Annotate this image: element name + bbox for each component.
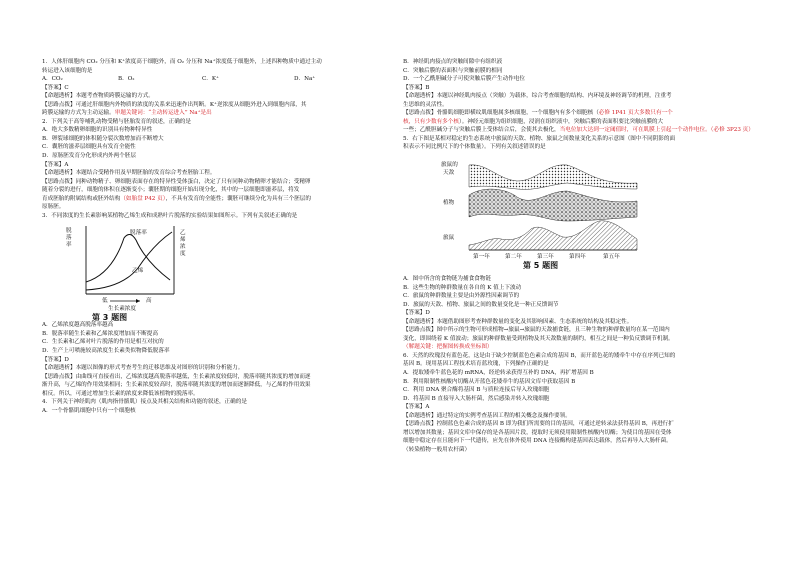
- q5-option-c: C．旅鼠的种群数量主要是由外源性因素调节的: [403, 293, 520, 300]
- q2-option-b: B．卵裂球细胞的体积随分裂次数增加而不断增大: [42, 135, 164, 142]
- fig5-caption: 第 5 题图: [523, 261, 559, 271]
- q4-focus-line-1: 【命题透析】本题以神经肌肉接点（突触）为载体，综合考查细胞的结构、内环境及神经调节的机理，注重考: [403, 93, 672, 100]
- q4-textbook-ref-3: 。（必修 3P23 页）: [705, 127, 754, 134]
- q3-analysis-line-3: 相反。所以，可通过增加生长素的浓度来降低该植物的脱落率。: [42, 390, 199, 397]
- q6-analysis-line-1: 【思路点拨】控制蓝色色素合成的基因 B 即为我们所需要的目的基因，可通过逆转录法获得基因 B，再进行扩: [403, 421, 674, 428]
- q2-option-d: D．原肠胚发育分化形成内外两个胚层: [42, 153, 136, 160]
- fig3-x-axis-label: 生长素浓度: [108, 306, 136, 313]
- q4-analysis-line-1: [403, 109, 763, 118]
- q6-analysis-line-3: 细胞中稳定存在且能向下一代遗传，应先在体外使用 DNA 连接酶构建基因表达载体，然后再导入大肠杆菌。: [403, 438, 672, 445]
- q2-option-a: A．绝大多数精卵细胞的识别具有物种特异性: [42, 127, 153, 134]
- q5-option-d: D．旅鼠的天敌、植物、旅鼠之间的数量变化是一种正反馈调节: [403, 301, 559, 308]
- right-column: [403, 58, 763, 455]
- q2-option-c: C．囊胚的滋养层细胞具有发育全能性: [42, 144, 136, 151]
- q2-answer: 【答案】A: [42, 161, 69, 168]
- q1-stem-line-1: 1．人体肝细胞内 CO₂ 分压和 K⁺浓度高于细胞外，而 O₂ 分压和 Na⁺浓度低于细胞外，上述四种物质中通过主动: [42, 59, 322, 65]
- figure-3: [62, 222, 222, 323]
- q2-textbook-ref: （如胎盘 P42 页）: [120, 195, 166, 202]
- fig3-curve-dropout: [86, 235, 170, 283]
- q3-option-b: B．脱落率随生长素和乙烯浓度增加而不断提高: [42, 330, 158, 337]
- q4-option-c: C．突触后膜的表面积与突触前膜的相同: [403, 67, 503, 74]
- q2-analysis-line-1: 【思路点拨】同种动物精子、卵细胞表面存在的特异性受体蛋白，决定了只有同种动物精卵才能结合；受精卵: [42, 178, 311, 185]
- q2-analysis-line-4: 原肠胚。: [42, 204, 65, 211]
- fig5-predator-label-2: 天敌: [443, 170, 455, 177]
- q5-key-note: （解题关键：把握图转换成坐标图）: [403, 344, 493, 351]
- q1-options: [42, 75, 394, 84]
- q1-analysis-line-2: [42, 109, 394, 118]
- fig5-predator-band: [469, 165, 637, 190]
- q3-focus: 【命题透析】本题以图像的形式考查考生的迁移思维及对图形的识别和分析能力。: [42, 365, 244, 372]
- q3-stem: 3．不同浓度的生长素影响某植物乙烯生成和成熟叶片脱落的实验结果如图所示。下列有关叙述正确的是: [42, 212, 298, 219]
- q3-answer: 【答案】D: [42, 356, 69, 363]
- q2-focus: 【命题透析】本题结合受精作用及早期胚胎的发育综合考查胚胎工程。: [42, 170, 216, 177]
- q3-option-d: D．生产上可喷施较高浓度生长素类似物降低脱落率: [42, 348, 170, 355]
- q6-option-c: C．利用 DNA 聚合酶将基因 B 与质粒连接后导入玫瑰细胞: [403, 387, 550, 394]
- fig5-plant-band: [469, 189, 637, 221]
- q1-option-c: C．K⁺: [202, 76, 220, 83]
- q6-analysis-line-2: 增以增加其数量；基因文库中保存的是各基因片段，提取时无须使用限制性核酸内切酶；为使目的基因在受体: [403, 429, 672, 436]
- fig5-year-4: 第四年: [569, 254, 586, 261]
- q4-textbook-ref: 必修 1P41 页大多数只有一个: [598, 110, 673, 117]
- figure-5: [437, 155, 657, 273]
- q4-analysis-line-2: [403, 118, 763, 127]
- q4-key-note: 当电位加大达到一定阈值时，可在肌膜上引起一个动作电位: [559, 127, 706, 134]
- q2-analysis-line-3: [42, 195, 394, 204]
- q2-analysis-line-2: 随着分裂的进行，细胞的体积在逐渐变小；囊胚期的细胞开始出现分化，其中的一层细胞即滋养层，将发: [42, 187, 300, 194]
- q4-focus-line-2: 生思维的灵活性。: [403, 101, 448, 108]
- q1-option-b: B．O₂: [118, 76, 135, 83]
- q3-analysis-line-2: 渐升高，与乙烯的作用效果相同；生长素浓度较高时，脱落率随其浓度的增加而逐渐降低，与乙烯的作用效果: [42, 382, 311, 389]
- q4-stem: 4．下列关于神经肌肉（肌肉指骨骼肌）接点及其相关结构和功能的叙述，正确的是: [42, 399, 247, 406]
- fig5-predator-label-1: 旅鼠的: [441, 162, 458, 169]
- fig5-year-2: 第二年: [505, 254, 522, 261]
- q6-option-d: D．将基因 B 直接导入大肠杆菌，然后感染并转入玫瑰细胞: [403, 395, 550, 402]
- q6-option-a: A．提取矮牵牛蓝色花的 mRNA，经逆转录获得互补的 DNA，再扩增基因 B: [403, 370, 594, 377]
- fig5-year-3: 第三年: [537, 254, 554, 261]
- q5-option-b: B．这些生物的种群数量在各自的 K 值上下波动: [403, 284, 522, 291]
- q1-answer: 【答案】C: [42, 84, 69, 91]
- q4-analysis-text-2: ）。神经元细胞为组织细胞，浸润在组织液中，突触后膜的表面积要比突触前膜的大: [458, 118, 664, 125]
- q6-stem-line-2: 基因 B。现用基因工程技术培育蓝玫瑰，下列操作正确的是: [403, 361, 549, 368]
- q5-analysis-line-2: 变化，即围绕着 K 值波动；旅鼠的种群数量受到植物及其天敌数量的制约，相互之间是一种负反馈调节机制。: [403, 335, 674, 342]
- fig3-left-axis-label: 脱落率: [66, 228, 72, 249]
- q4-analysis-text-3: 一些；乙酰胆碱分子与突触后膜上受体结合后，会使其去极化，: [403, 127, 560, 134]
- q4-textbook-ref-2: 核，只有少数有多个核: [403, 118, 459, 125]
- fig3-curve-b-label: 乙烯: [132, 268, 144, 275]
- fig3-x-high-label: 高: [146, 298, 152, 305]
- fig5-lemming-band: [469, 221, 637, 250]
- q4-analysis-line-3: [403, 126, 763, 135]
- q4-option-b: B．神经肌肉接点的突触间隙中有组织液: [403, 59, 503, 65]
- q1-option-d: D．Na⁺: [294, 76, 316, 83]
- q6-analysis-line-4: （转染植物一般用农杆菌）: [403, 446, 471, 453]
- q5-stem-line-1: 5．右下图是某相对稳定的生态系统中旅鼠的天敌、植物、旅鼠之间数量变化关系的示意图（图中不同阴影的面: [403, 135, 676, 142]
- q1-stem-line-2: 转运进入该细胞的是: [42, 67, 93, 74]
- q6-option-b: B．利用限制性核酸内切酶从开蓝色花矮牵牛的基因文库中获取基因 B: [403, 378, 576, 385]
- q6-focus: 【命题透析】通过特定的实例考查基因工程的相关概念及操作要领。: [403, 412, 571, 419]
- fig3-x-low-label: 低: [102, 298, 108, 305]
- q1-focus: 【命题透析】本题考查物质跨膜运输的方式。: [42, 93, 154, 100]
- q5-stem-line-2: 积表示不同比例尺下的个体数量）。下列有关叙述错误的是: [403, 144, 546, 151]
- fig3-curve-ethylene: [86, 232, 172, 290]
- q4-option-a: A．一个骨骼肌细胞中只有一个细胞核: [42, 407, 136, 414]
- fig5-year-1: 第一年: [473, 254, 490, 261]
- q3-analysis-line-1: 【思路点拨】由曲线可直接看出，乙烯浓度越高脱落率越低，生长素浓度较低时，脱落率随其浓度的增加而逐: [42, 373, 311, 380]
- fig3-right-axis-label: 乙烯浓度: [180, 230, 186, 258]
- q6-answer: 【答案】A: [403, 404, 430, 411]
- q4-analysis-text: 【思路点拨】骨骼肌细胞即横纹肌细胞属多核细胞，一个细胞内有多个细胞核（: [403, 110, 599, 117]
- left-column: [42, 58, 394, 415]
- fig5-lemming-label: 旅鼠: [443, 235, 455, 242]
- q4-option-d: D．一个乙酰胆碱分子可使突触后膜产生动作电位: [403, 76, 525, 83]
- q4-answer: 【答案】B: [403, 84, 430, 91]
- fig5-plant-label: 植物: [443, 200, 455, 207]
- q2-stem: 2．下列关于高等哺乳动物受精与胚胎发育的叙述，正确的是: [42, 118, 191, 125]
- q3-option-a: A．乙烯浓度越高脱落率越高: [42, 322, 114, 329]
- q1-option-a: A．CO₂: [42, 76, 63, 83]
- q2-analysis-text-2: ，不具有发育的全能性；囊胚可继续分化为具有三个胚层的: [165, 195, 311, 202]
- fig3-curve-a-label: 脱落率: [130, 230, 147, 237]
- fig3-arrow-head: [136, 299, 140, 303]
- q6-stem-line-1: 6．天然的玫瑰没有蓝色花，这是由于缺少控制蓝色色素合成的基因 B，而开蓝色花的矮牵牛中存在序列已知的: [403, 352, 676, 359]
- q1-analysis-line-1: 【思路点拨】可通过肝细胞内外物质的浓度的关系来迅速作出判断。K⁺逆浓度从细胞外进入到细胞内部，其: [42, 101, 307, 108]
- q5-analysis-line-1: 【思路点拨】图中所示的生物可形成植物→旅鼠→旅鼠的天敌捕食链，且三种生物的种群数量均在某一范围内: [403, 327, 670, 334]
- q2-analysis-text: 育成胚胎的附属结构或胚外结构: [42, 195, 121, 202]
- fig3-caption: 第 3 题图: [92, 313, 128, 323]
- q1-key-note: 审题关键词：“主动转运进入” Na⁺是出: [114, 110, 212, 117]
- q5-focus: 【命题透析】本题借助图形考查种群数量的变化及其影响因素、生态系统的结构及其稳定性。: [403, 318, 633, 325]
- q3-option-c: C．生长素和乙烯对叶片脱落的作用是相互对抗的: [42, 339, 164, 346]
- q1-analysis-text: 跨膜运输的方式为主动运输。: [42, 110, 115, 117]
- q5-option-a: A．图中所含的食物链为捕食食物链: [403, 276, 491, 283]
- q5-answer: 【答案】D: [403, 310, 430, 317]
- fig5-year-5: 第五年: [603, 254, 620, 261]
